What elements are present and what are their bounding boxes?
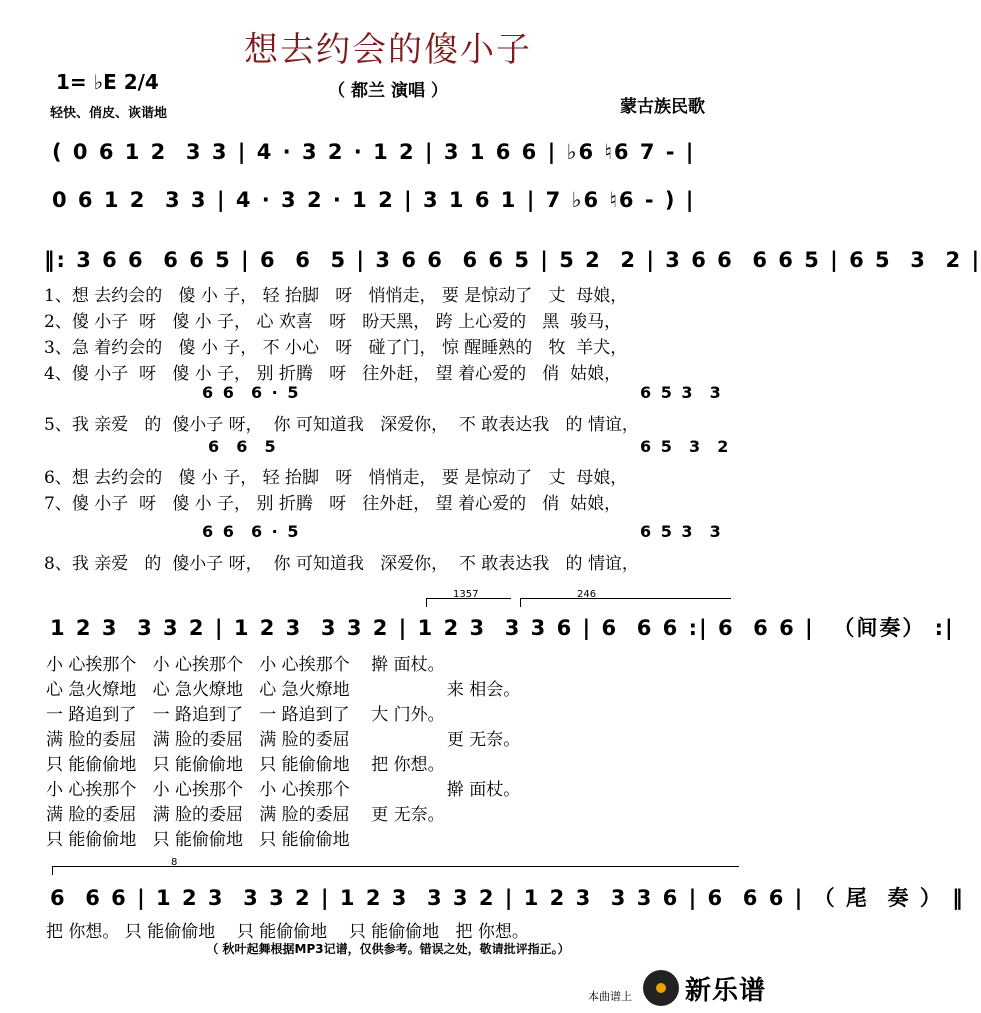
volta-8-label: 8 [171,857,178,868]
performer-subtitle: （ 都兰 演唱 ） [328,81,448,101]
verse-6-mid-notes: 6 6 5 [208,437,278,456]
brand-prefix: 本曲谱上 [588,990,632,1003]
chorus-lyric-8: 只 能偷偷地 只 能偷偷地 只 能偷偷地 [46,830,350,850]
chorus-lyric-5: 只 能偷偷地 只 能偷偷地 只 能偷偷地 把 你想。 [46,755,445,775]
tempo-marking: 轻快、俏皮、诙谐地 [50,106,168,121]
brand-name: 新乐谱 [685,976,767,1006]
volta-2-label: 246 [577,589,597,600]
final-notes: 6 6 6 | 1 2 3 3 3 2 | 1 2 3 3 3 2 | 1 2 3 3 3 6 | 6 6 6 | （ 尾 奏 ） ‖ [50,886,965,910]
footnote: （ 秋叶起舞根据MP3记谱，仅供参考。错误之处，敬请批评指正。） [206,942,570,956]
verse-6-end-notes: 6 5 3 2 [640,437,731,456]
record-icon [643,970,679,1006]
chorus-lyric-6: 小 心挨那个 小 心挨那个 小 心挨那个 擀 面杖。 [46,780,521,800]
chorus-lyric-2: 心 急火燎地 心 急火燎地 心 急火燎地 来 相会。 [46,680,521,700]
volta-1-bracket [426,589,511,607]
verse-4: 4、傻 小子 呀 傻 小 子， 别 折腾 呀 往外赶， 望 着心爱的 俏 姑娘， [44,364,622,384]
volta-8-bracket [52,857,739,875]
intro-line-1: ( 0 6 1 2 3 3 | 4 · 3 2 · 1 2 | 3 1 6 6 | ♭6 ♮6 7 - | [52,140,696,164]
final-lyrics: 把 你想。 只 能偷偷地 只 能偷偷地 只 能偷偷地 把 你想。 [46,922,529,942]
verse-8: 8、我 亲爱 的 傻小子 呀， 你 可知道我 深爱你， 不 敢表达我 的 情谊， [44,554,639,574]
song-source: 蒙古族民歌 [620,97,705,117]
verse-notes: ‖: 3 6 6 6 6 5 | 6 6 5 | 3 6 6 6 6 5 | 5 2 2 | 3 6 6 6 6 5 | 6 5 3 2 | [44,248,981,272]
volta-1-label: 1357 [453,589,479,600]
verse-5: 5、我 亲爱 的 傻小子 呀， 你 可知道我 深爱你， 不 敢表达我 的 情谊， [44,415,639,435]
verse-6: 6、想 去约会的 傻 小 子， 轻 抬脚 呀 悄悄走， 要 是惊动了 丈 母娘， [44,468,628,488]
verse-2: 2、傻 小子 呀 傻 小 子， 心 欢喜 呀 盼天黑， 跨 上心爱的 黑 骏马， [44,312,622,332]
verse-5-end-notes: 6 5 3 3 [640,383,723,402]
key-signature: 1= ♭E 2/4 [56,70,159,94]
volta-2-bracket [520,589,731,607]
song-title: 想去约会的傻小子 [244,30,532,70]
chorus-lyric-4: 满 脸的委屈 满 脸的委屈 满 脸的委屈 更 无奈。 [46,730,521,750]
brand-logo [643,966,773,1011]
chorus-notes: 1 2 3 3 3 2 | 1 2 3 3 3 2 | 1 2 3 3 3 6 | 6 6 6 :| 6 6 6 | （间奏） :| [50,616,955,640]
chorus-lyric-7: 满 脸的委屈 满 脸的委屈 满 脸的委屈 更 无奈。 [46,805,445,825]
verse-3: 3、急 着约会的 傻 小 子， 不 小心 呀 碰了门， 惊 醒睡熟的 牧 羊犬， [44,338,628,358]
intro-line-2: 0 6 1 2 3 3 | 4 · 3 2 · 1 2 | 3 1 6 1 | 7 ♭6 ♮6 - ) | [52,188,696,212]
verse-5-mid-notes: 6 6 6 · 5 [202,383,301,402]
verse-7: 7、傻 小子 呀 傻 小 子， 别 折腾 呀 往外赶， 望 着心爱的 俏 姑娘， [44,494,622,514]
verse-1: 1、想 去约会的 傻 小 子， 轻 抬脚 呀 悄悄走， 要 是惊动了 丈 母娘， [44,286,628,306]
chorus-lyric-1: 小 心挨那个 小 心挨那个 小 心挨那个 擀 面杖。 [46,655,445,675]
verse-8-mid-notes: 6 6 6 · 5 [202,522,301,541]
verse-8-end-notes: 6 5 3 3 [640,522,723,541]
chorus-lyric-3: 一 路追到了 一 路追到了 一 路追到了 大 门外。 [46,705,445,725]
